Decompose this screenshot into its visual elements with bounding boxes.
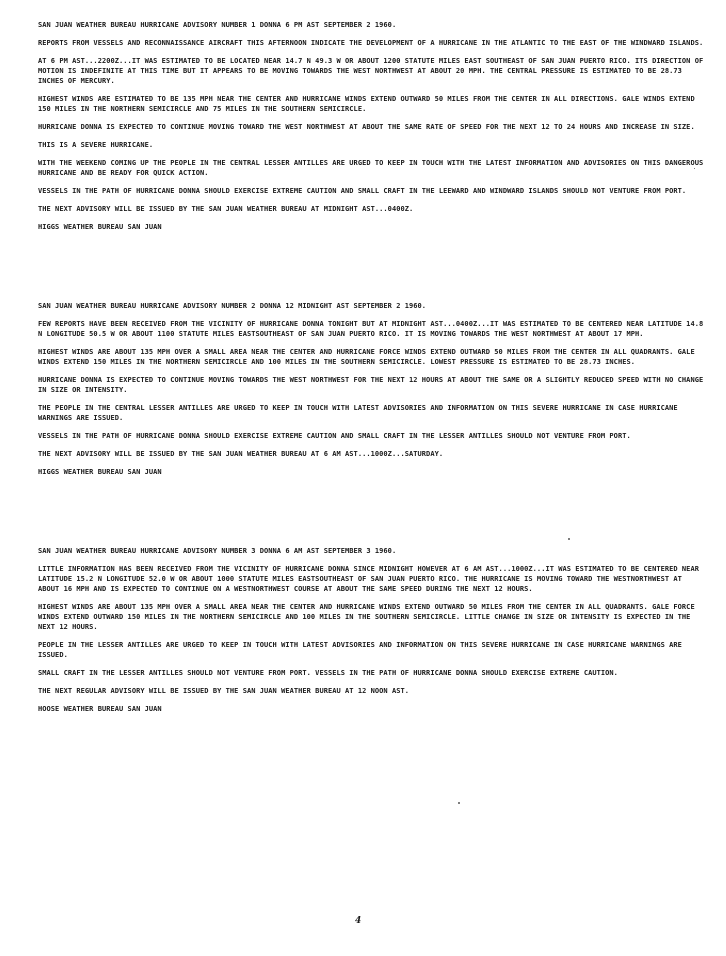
advisory-2 xyxy=(38,301,704,477)
scan-speck xyxy=(568,538,570,540)
page-number: 4 xyxy=(355,916,362,926)
scan-speck xyxy=(458,802,460,804)
advisory-3 xyxy=(38,546,704,714)
advisory-paragraph: HURRICANE DONNA IS EXPECTED TO CONTINUE MOVING TOWARD THE WEST NORTHWEST AT ABOUT THE SAME RATE OF SPEED FOR THE NEXT 12 TO 24 HOURS AND INCREASE IN SIZE. xyxy=(38,123,695,131)
advisory-paragraph: AT 6 PM AST...2200Z...IT WAS ESTIMATED TO BE LOCATED NEAR 14.7 N 49.3 W OR ABOUT 1200 STATUTE MILES EAST SOUTHEAST OF SAN JUAN PUERTO RICO. ITS DIRECTION OF MOTION IS INDEFINITE AT THIS TIME BUT IT APPEARS TO BE MOVING TOWARDS THE WEST NORTHWEST AT ABOUT 20 MPH. THE CENTRAL PRESSURE IS ESTIMATED TO BE 28.73 INCHES OF MERCURY. xyxy=(38,57,704,85)
advisory-paragraph: VESSELS IN THE PATH OF HURRICANE DONNA SHOULD EXERCISE EXTREME CAUTION AND SMALL CRAFT IN THE LESSER ANTILLES SHOULD NOT VENTURE FROM PORT. xyxy=(38,432,631,440)
advisory-paragraph: WITH THE WEEKEND COMING UP THE PEOPLE IN THE CENTRAL LESSER ANTILLES ARE URGED TO KEEP IN TOUCH WITH THE LATEST INFORMATION AND ADVISORIES ON THIS DANGEROUS HURRICANE AND BE READY FOR QUICK ACTION. xyxy=(38,159,704,177)
advisory-paragraph: REPORTS FROM VESSELS AND RECONNAISSANCE AIRCRAFT THIS AFTERNOON INDICATE THE DEVELOPMENT OF A HURRICANE IN THE ATLANTIC TO THE EAST OF THE WINDWARD ISLANDS. xyxy=(38,39,704,47)
advisory-paragraph: THE PEOPLE IN THE CENTRAL LESSER ANTILLES ARE URGED TO KEEP IN TOUCH WITH LATEST ADVISORIES AND INFORMATION ON THIS SEVERE HURRICANE IN CASE HURRICANE WARNINGS ARE ISSUED. xyxy=(38,404,678,422)
advisory-1 xyxy=(38,20,704,232)
advisory-paragraph: HURRICANE DONNA IS EXPECTED TO CONTINUE MOVING TOWARDS THE WEST NORTHWEST FOR THE NEXT 12 HOURS AT ABOUT THE SAME OR A SLIGHTLY REDUCED SPEED WITH NO CHANGE IN SIZE OR INTENSITY. xyxy=(38,376,704,394)
advisory-paragraph: THIS IS A SEVERE HURRICANE. xyxy=(38,141,154,149)
advisory-paragraph: HIGHEST WINDS ARE ESTIMATED TO BE 135 MPH NEAR THE CENTER AND HURRICANE WINDS EXTEND OUTWARD 50 MILES FROM THE CENTER IN ALL DIRECTIONS. GALE WINDS EXTEND 150 MILES IN THE NORTHERN SEMICIRCLE AND 75 MILES IN THE SOUTHERN SEMICIRCLE. xyxy=(38,95,695,113)
advisory-heading: SAN JUAN WEATHER BUREAU HURRICANE ADVISORY NUMBER 1 DONNA 6 PM AST SEPTEMBER 2 1960. xyxy=(38,21,397,29)
advisory-signature: HOOSE WEATHER BUREAU SAN JUAN xyxy=(38,705,162,713)
advisory-paragraph: HIGHEST WINDS ARE ABOUT 135 MPH OVER A SMALL AREA NEAR THE CENTER AND HURRICANE WINDS EXTEND OUTWARD 50 MILES FROM THE CENTER IN ALL QUADRANTS. GALE FORCE WINDS EXTEND OUTWARD 150 MILES IN THE NORTHERN SEMICIRCLE AND 100 MILES IN THE SOUTHERN SEMICIRCLE. LITTLE CHANGE IN SIZE OR INTENSITY IS EXPECTED IN THE NEXT 12 HOURS. xyxy=(38,603,695,631)
advisory-paragraph: HIGHEST WINDS ARE ABOUT 135 MPH OVER A SMALL AREA NEAR THE CENTER AND HURRICANE FORCE WINDS EXTEND OUTWARD 50 MILES FROM THE CENTER IN ALL QUADRANTS. GALE WINDS EXTEND 150 MILES IN THE NORTHERN SEMICIRCLE AND 100 MILES IN THE SOUTHERN SEMICIRCLE. LOWEST PRESSURE IS ESTIMATED TO BE 28.73 INCHES. xyxy=(38,348,695,366)
advisory-paragraph: THE NEXT ADVISORY WILL BE ISSUED BY THE SAN JUAN WEATHER BUREAU AT 6 AM AST...1000Z...SATURDAY. xyxy=(38,450,444,458)
advisory-heading: SAN JUAN WEATHER BUREAU HURRICANE ADVISORY NUMBER 2 DONNA 12 MIDNIGHT AST SEPTEMBER 2 1960. xyxy=(38,302,427,310)
advisory-paragraph: SMALL CRAFT IN THE LESSER ANTILLES SHOULD NOT VENTURE FROM PORT. VESSELS IN THE PATH OF HURRICANE DONNA SHOULD EXERCISE EXTREME CAUTION. xyxy=(38,669,618,677)
advisory-signature: HIGGS WEATHER BUREAU SAN JUAN xyxy=(38,468,162,476)
advisory-paragraph: FEW REPORTS HAVE BEEN RECEIVED FROM THE VICINITY OF HURRICANE DONNA TONIGHT BUT AT MIDNIGHT AST...0400Z...IT WAS ESTIMATED TO BE CENTERED NEAR LATITUDE 14.8 N LONGITUDE 50.5 W OR ABOUT 1100 STATUTE MILES EASTSOUTHEAST OF SAN JUAN PUERTO RICO. IT IS MOVING TOWARDS THE WEST NORTHWEST AT ABOUT 17 MPH. xyxy=(38,320,704,338)
advisory-paragraph: THE NEXT REGULAR ADVISORY WILL BE ISSUED BY THE SAN JUAN WEATHER BUREAU AT 12 NOON AST. xyxy=(38,687,409,695)
advisory-paragraph: THE NEXT ADVISORY WILL BE ISSUED BY THE SAN JUAN WEATHER BUREAU AT MIDNIGHT AST...0400Z. xyxy=(38,205,414,213)
advisory-paragraph: PEOPLE IN THE LESSER ANTILLES ARE URGED TO KEEP IN TOUCH WITH LATEST ADVISORIES AND INFORMATION ON THIS SEVERE HURRICANE IN CASE HURRICANE WARNINGS ARE ISSUED. xyxy=(38,641,682,659)
advisory-paragraph: VESSELS IN THE PATH OF HURRICANE DONNA SHOULD EXERCISE EXTREME CAUTION AND SMALL CRAFT IN THE LEEWARD AND WINDWARD ISLANDS SHOULD NOT VENTURE FROM PORT. xyxy=(38,187,687,195)
advisory-heading: SAN JUAN WEATHER BUREAU HURRICANE ADVISORY NUMBER 3 DONNA 6 AM AST SEPTEMBER 3 1960. xyxy=(38,547,397,555)
advisory-signature: HIGGS WEATHER BUREAU SAN JUAN xyxy=(38,223,162,231)
advisory-paragraph: LITTLE INFORMATION HAS BEEN RECEIVED FROM THE VICINITY OF HURRICANE DONNA SINCE MIDNIGHT HOWEVER AT 6 AM AST...1000Z...IT WAS ESTIMATED TO BE CENTERED NEAR LATITUDE 15.2 N LONGITUDE 52.0 W OR ABOUT 1000 STATUTE MILES EASTSOUTHEAST OF SAN JUAN PUERTO RICO. THE HURRICANE IS MOVING TOWARD THE WESTNORTHWEST AT ABOUT 16 MPH AND IS EXPECTED TO CONTINUE ON A WESTNORTHWEST COURSE AT ABOUT THE SAME SPEED DURING THE NEXT 12 HOURS. xyxy=(38,565,699,593)
scan-speck xyxy=(694,168,695,169)
